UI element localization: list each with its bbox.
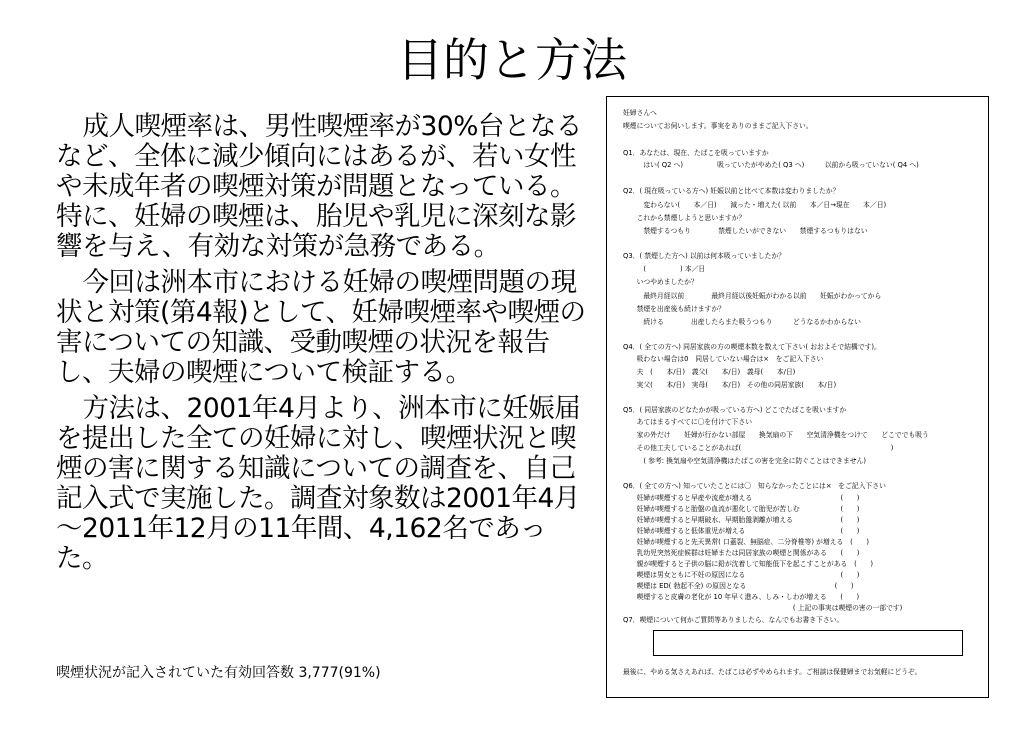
survey-q6-item: 妊婦が喫煙すると胎盤の血流が悪化して胎児が苦しむ ( ) [623,505,860,513]
survey-q6-item: 妊婦が喫煙すると低体重児が増える ( ) [623,527,860,535]
survey-q5-options: 家の外だけ 妊婦が行かない部屋 換気扇の下 空気清浄機をつけて どこででも吸う [623,431,929,439]
paragraph-background: 成人喫煙率は、男性喫煙率が30%台となるなど、全体に減少傾向にはあるが、若い女性や未成年者の喫煙対策が問題となっている。特に、妊婦の喫煙は、胎児や乳児に深刻な影響を与え、有効な対策が急務である。 [56,111,582,262]
survey-q6-footnote: ( 上記の事実は喫煙の害の一部です) [623,604,903,612]
survey-q5-instruction: あてはまるすべてに〇を付けて下さい [623,418,753,426]
survey-q7: Q7．喫煙について何かご質問等ありましたら、なんでもお書き下さい。 [623,616,844,624]
body-text [56,112,588,580]
survey-q5-note: ( 参考: 換気扇や空気清浄機はたばこの害を完全に防ぐことはできません) [623,457,867,465]
survey-q3-count: ( ) 本／日 [623,265,706,273]
survey-q3-sub2-options: 続ける 出産したらまた吸うつもり どうなるかわからない [623,318,861,326]
survey-q6-item: 喫煙すると皮膚の老化が 10 年早く進み、しみ・しわが増える ( ) [623,593,860,601]
survey-q2: Q2．( 現在吸っている方へ) 妊娠以前と比べて本数は変わりましたか？ [623,187,840,195]
q7-answer-box [653,630,963,656]
survey-q6-item: 妊婦が喫煙すると先天異常( 口蓋裂、無脳症、二分脊椎等) が増える ( ) [623,538,870,546]
survey-q4-row2: 実父( 本/日) 実母( 本/日) その他の同居家族( 本/日) [623,381,837,389]
survey-q3: Q3．( 禁煙した方へ) 以前は何本吸っていましたか？ [623,252,786,260]
survey-q4: Q4．( 全ての方へ) 同居家族の方の喫煙本数を数えて下さい( おおよそで結構です)。 [623,343,881,351]
survey-q6-item: 妊婦が喫煙すると早期破水、早期胎盤剥離が増える ( ) [623,516,860,524]
survey-q2-options: 変わらない( 本／日) 減った・増えた( 以前 本／日→現在 本／日) [623,201,887,209]
survey-q4-row1: 夫 ( 本/日) 義父( 本/日) 義母( 本/日) [623,368,796,376]
paragraph-purpose: 今回は洲本市における妊婦の喫煙問題の現状と対策(第4報)として、妊婦喫煙率や喫煙の害についての知識、受動喫煙の状況を報告し、夫婦の喫煙について検証する。 [56,267,586,388]
survey-q6-item: 妊婦が喫煙すると早産や流産が増える ( ) [623,494,860,502]
survey-q6-item: 乳幼児突然死症候群は妊婦または同居家族の喫煙と関係がある ( ) [623,549,860,557]
slide-title: 目的と方法 [397,33,627,87]
survey-q6: Q6．( 全ての方へ) 知っていたことには〇 知らなかったことには× をご記入下さい [623,482,886,490]
survey-q4-instruction: 吸わない場合は0 同居していない場合は× をご記入下さい [623,355,824,363]
paragraph-method: 方法は、2001年4月より、洲本市に妊娠届を提出した全ての妊婦に対し、喫煙状況と喫煙の害に関する知識についての調査を、自己記入式で実施した。調査対象数は2001年4月～2011年12月の11年間、4,162名であった。 [56,393,581,574]
survey-q5-other: その他工夫していることがあれば( ) [623,444,894,452]
survey-q2-sub-options: 禁煙するつもり 禁煙したいができない 禁煙するつもりはない [623,227,868,235]
survey-q2-sub: これから禁煙しようと思いますか？ [623,214,746,222]
survey-q1-options: はい( Q2 へ) 吸っていたがやめた( Q3 へ) 以前から吸っていない( Q4 へ) [623,161,919,169]
survey-q1: Q1．あなたは、現在、たばこを吸っていますか [623,149,769,157]
survey-q6-item: 親が喫煙すると子供の脳に鉛が沈着して知能低下を起こすことがある ( ) [623,560,873,568]
survey-intro: 喫煙についてお伺いします。事実をありのままご記入下さい。 [623,122,813,130]
survey-q5: Q5．( 同居家族のどなたかが吸っている方へ) どこでたばこを吸いますか [623,406,847,414]
valid-response-note: 喫煙状況が記入されていた有効回答数 3,777(91%) [56,665,381,681]
survey-q3-sub2: 禁煙を出産後も続けますか？ [623,305,725,313]
survey-greeting: 妊婦さんへ [623,109,657,117]
survey-q3-sub1-options: 最終月経以前 最終月経以後妊娠がわかる以前 妊娠がわかってから [623,292,882,300]
survey-q6-item: 喫煙は ED( 勃起不全) の原因となる ( ) [623,582,854,590]
survey-closing: 最後に、やめる気さえあれば、たばこは必ずやめられます。ご相談は保健婦までお気軽にどうぞ。 [623,668,922,676]
survey-q6-item: 喫煙は男女ともに不妊の原因になる ( ) [623,571,860,579]
questionnaire-image [606,96,989,698]
survey-q3-sub1: いつやめましたか？ [623,278,698,286]
